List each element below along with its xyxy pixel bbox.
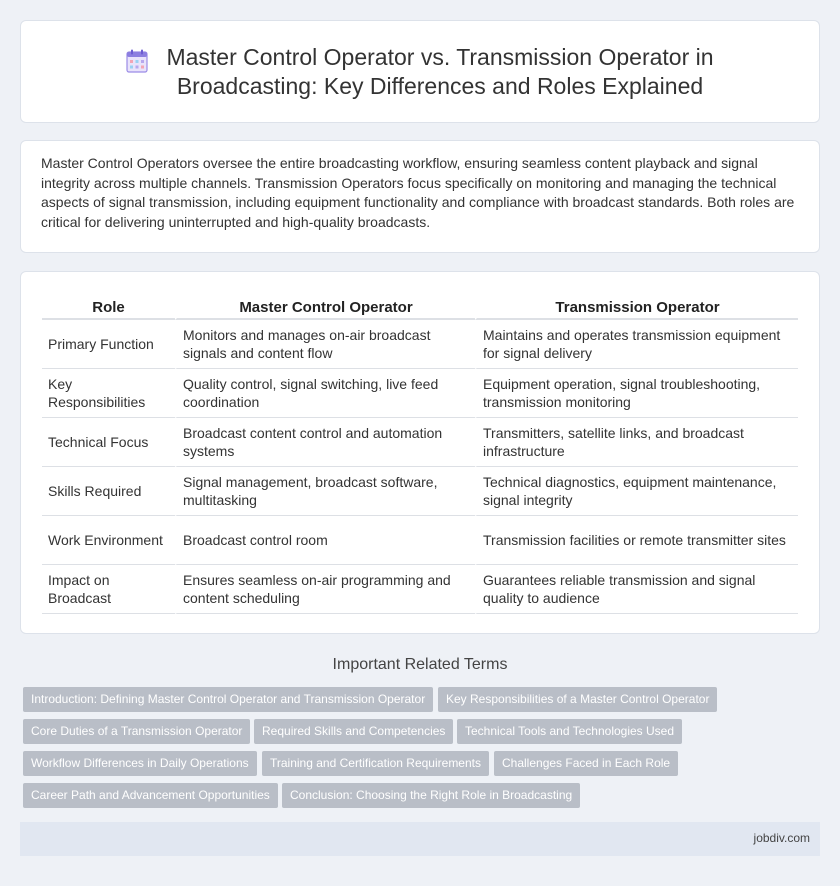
title-heading bbox=[166, 43, 713, 101]
role-cell: Key Responsibilities bbox=[42, 369, 175, 418]
role-cell: Work Environment bbox=[42, 516, 175, 565]
master-control-cell: Ensures seamless on-air programming and content scheduling bbox=[175, 565, 475, 614]
document-calendar-icon bbox=[126, 49, 148, 73]
master-control-cell: Broadcast content control and automation systems bbox=[175, 418, 475, 467]
transmission-cell: Maintains and operates transmission equipment for signal delivery bbox=[475, 320, 798, 369]
table-header-row bbox=[42, 294, 798, 320]
table-row bbox=[42, 369, 798, 418]
table-row bbox=[42, 516, 798, 565]
related-terms-heading: Important Related Terms bbox=[332, 656, 508, 673]
related-term-tag[interactable]: Introduction: Defining Master Control Operator and Transmission Operator bbox=[23, 687, 433, 712]
transmission-cell: Equipment operation, signal troubleshooting, transmission monitoring bbox=[475, 369, 798, 418]
transmission-cell: Technical diagnostics, equipment maintenance, signal integrity bbox=[475, 467, 798, 516]
header-master-control: Master Control Operator bbox=[175, 294, 475, 320]
comparison-card bbox=[20, 271, 820, 634]
master-control-cell: Monitors and manages on-air broadcast signals and content flow bbox=[175, 320, 475, 369]
related-term-tag[interactable]: Core Duties of a Transmission Operator bbox=[23, 719, 250, 744]
header-transmission: Transmission Operator bbox=[475, 294, 798, 320]
comparison-table bbox=[42, 294, 798, 614]
related-term-tag[interactable]: Key Responsibilities of a Master Control Operator bbox=[438, 687, 717, 712]
transmission-cell: Transmission facilities or remote transmitter sites bbox=[475, 516, 798, 565]
related-term-tag[interactable]: Challenges Faced in Each Role bbox=[494, 751, 678, 776]
footer-site-link[interactable]: jobdiv.com bbox=[753, 831, 810, 845]
master-control-cell: Quality control, signal switching, live feed coordination bbox=[175, 369, 475, 418]
master-control-cell: Signal management, broadcast software, multitasking bbox=[175, 467, 475, 516]
related-term-tag[interactable]: Career Path and Advancement Opportunities bbox=[23, 783, 278, 808]
master-control-cell: Broadcast control room bbox=[175, 516, 475, 565]
role-cell: Technical Focus bbox=[42, 418, 175, 467]
role-cell: Primary Function bbox=[42, 320, 175, 369]
related-term-tag[interactable]: Training and Certification Requirements bbox=[262, 751, 489, 776]
related-term-tag[interactable]: Conclusion: Choosing the Right Role in Broadcasting bbox=[282, 783, 580, 808]
role-cell: Skills Required bbox=[42, 467, 175, 516]
related-term-tag[interactable]: Technical Tools and Technologies Used bbox=[457, 719, 682, 744]
table-row bbox=[42, 565, 798, 614]
intro-card bbox=[20, 140, 820, 253]
intro-paragraph: Master Control Operators oversee the entire broadcasting workflow, ensuring seamless content playback and signal integrity across multiple channels. Transmission Operators focus specifically on monitoring and managing the technical aspects of signal transmission, including equipment functionality and compliance with broadcast standards. Both roles are critical for delivering uninterrupted and high-quality broadcasts. bbox=[41, 155, 795, 230]
title-line-2: Broadcasting: Key Differences and Roles Explained bbox=[176, 72, 704, 99]
table-row bbox=[42, 418, 798, 467]
footer bbox=[20, 822, 820, 856]
table-row bbox=[42, 467, 798, 516]
related-term-tag[interactable]: Workflow Differences in Daily Operations bbox=[23, 751, 257, 776]
transmission-cell: Guarantees reliable transmission and signal quality to audience bbox=[475, 565, 798, 614]
table-row bbox=[42, 320, 798, 369]
related-term-tag[interactable]: Required Skills and Competencies bbox=[254, 719, 453, 744]
title-line-1: Master Control Operator vs. Transmission Operator in bbox=[166, 43, 714, 70]
role-cell: Impact on Broadcast bbox=[42, 565, 175, 614]
transmission-cell: Transmitters, satellite links, and broadcast infrastructure bbox=[475, 418, 798, 467]
header-role: Role bbox=[42, 294, 175, 320]
page-title bbox=[126, 43, 713, 101]
title-card bbox=[20, 20, 820, 123]
